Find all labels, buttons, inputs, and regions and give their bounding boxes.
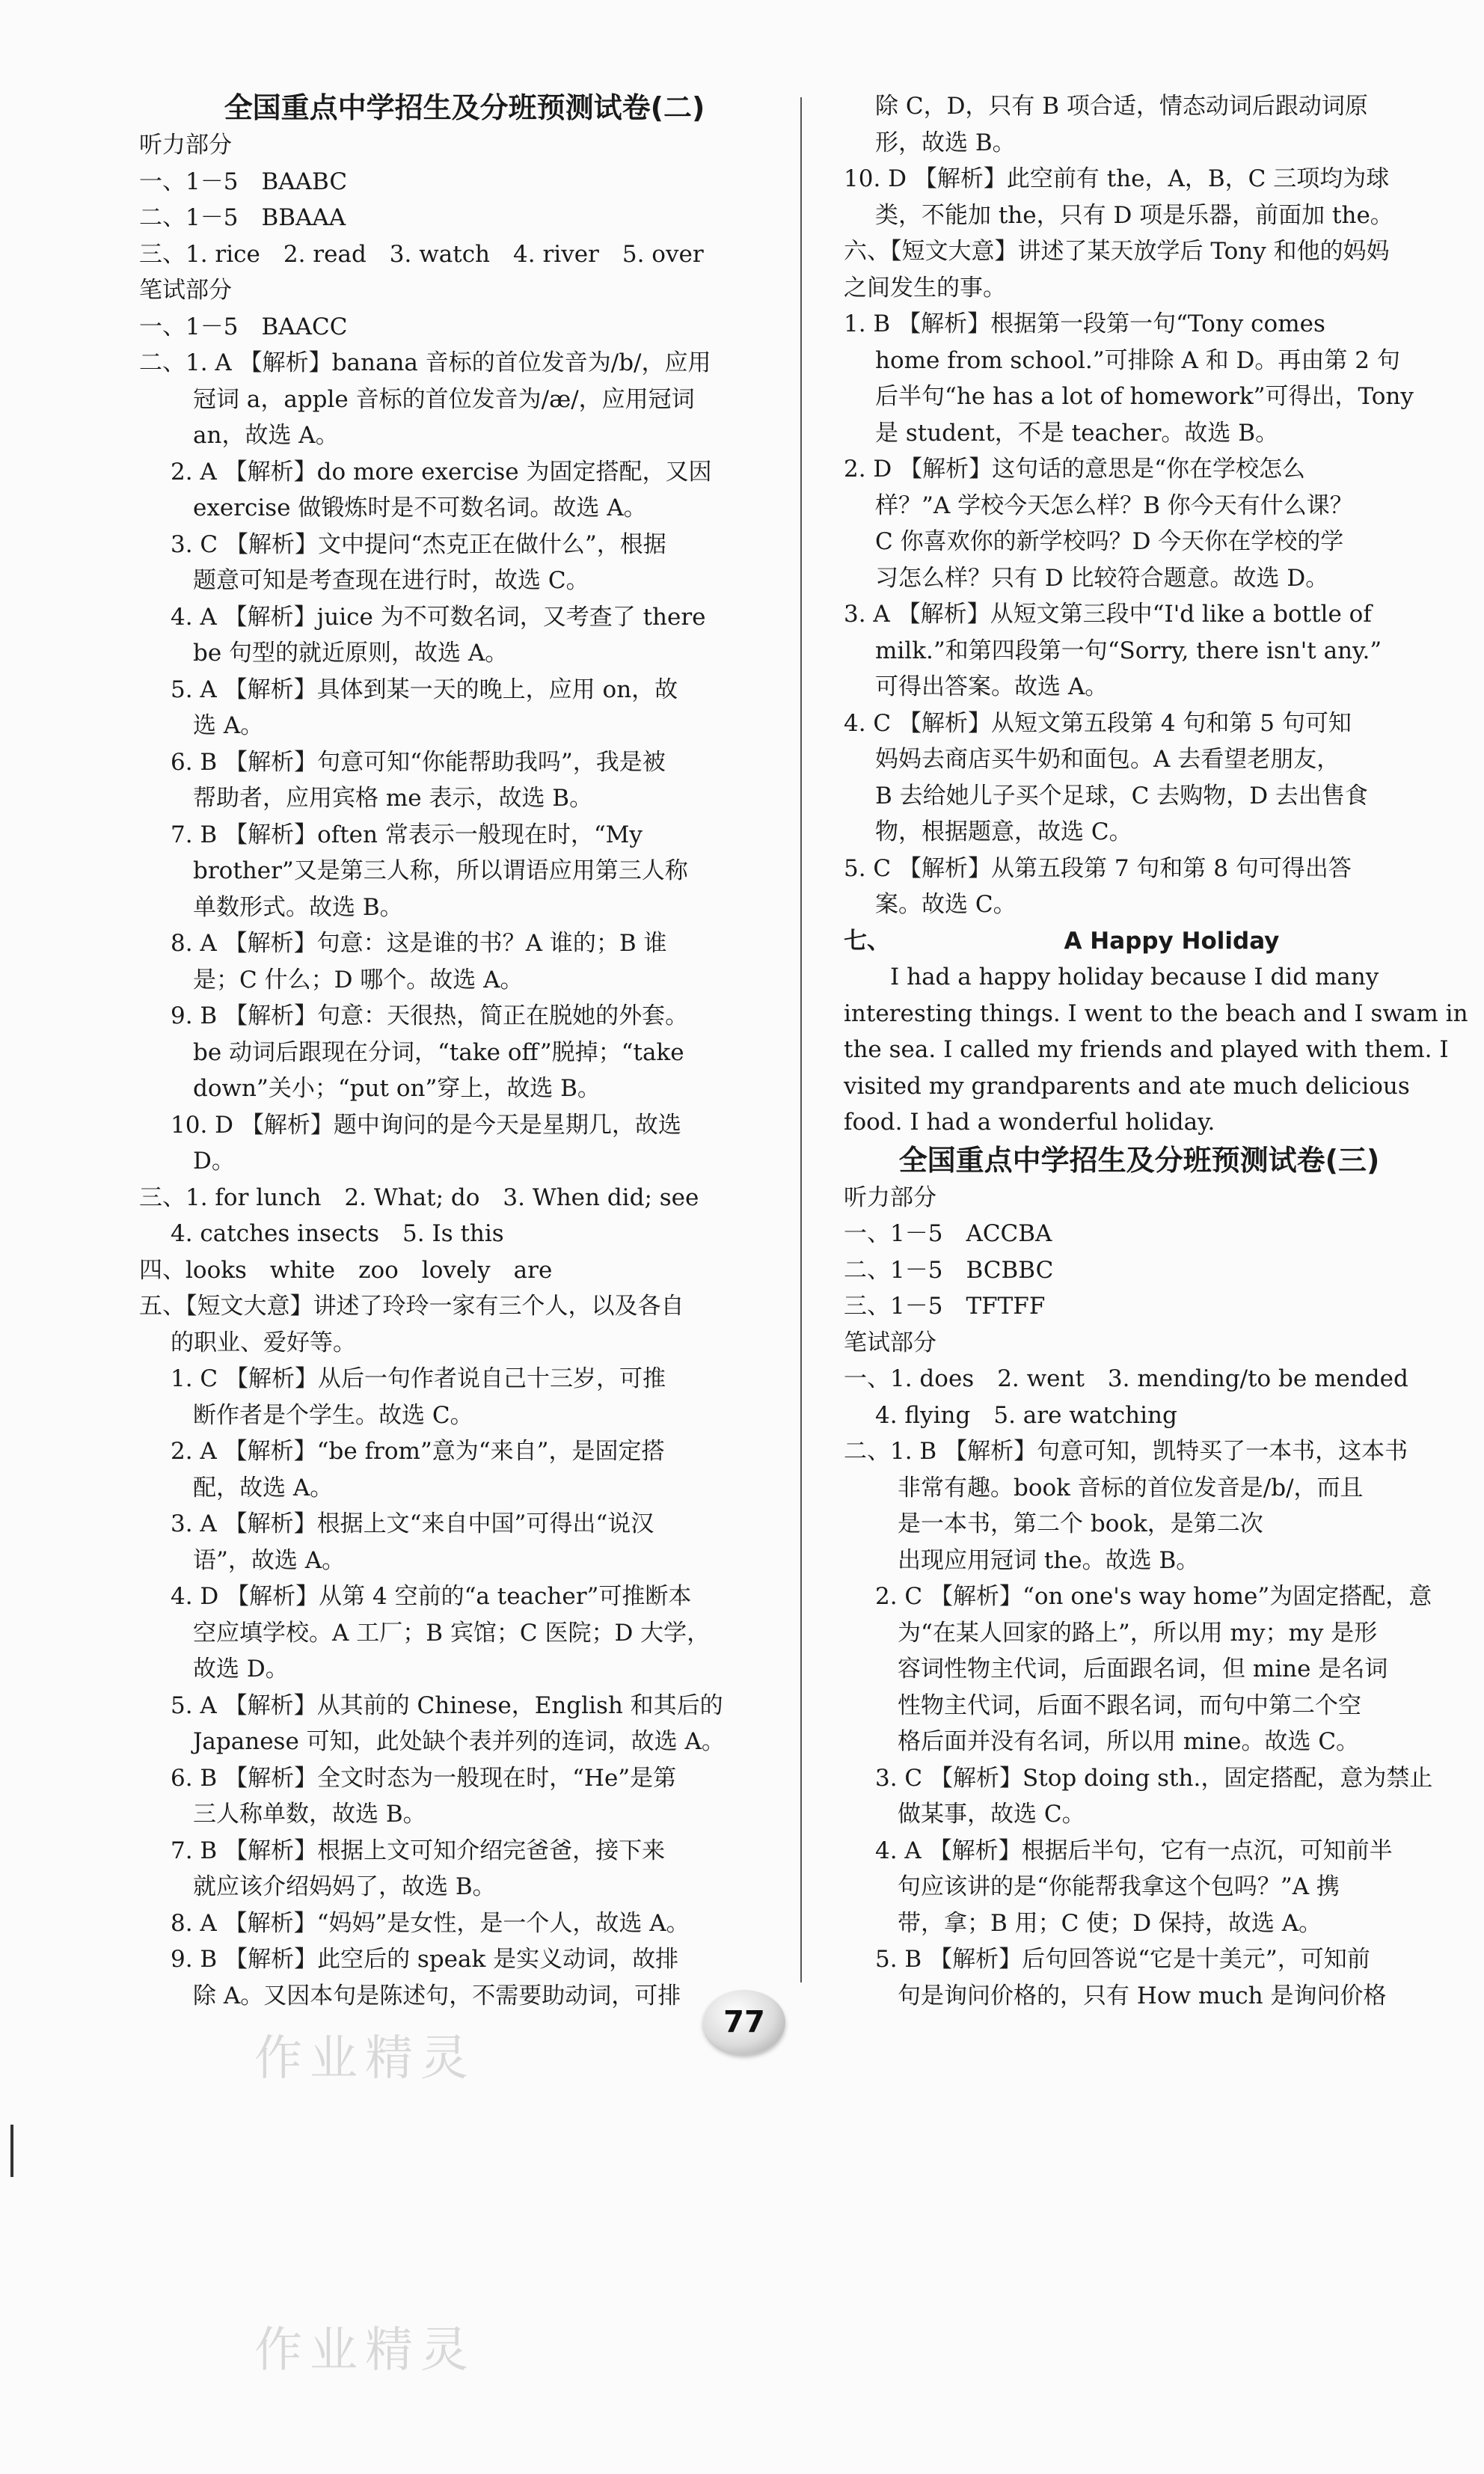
text-line: 4. A 【解析】根据后半句，它有一点沉，可知前半: [875, 1837, 1393, 1864]
text-line: 帮助者，应用宾格 me 表示，故选 B。: [193, 785, 593, 812]
text-line: 4. D 【解析】从第 4 空前的“a teacher”可推断本: [171, 1583, 692, 1610]
text-line: 带，拿；B 用；C 使；D 保持，故选 A。: [898, 1909, 1322, 1937]
text-line: 三人称单数，故选 B。: [193, 1801, 426, 1828]
text-line: 三、1. rice 2. read 3. watch 4. river 5. over: [139, 240, 704, 268]
text-line: 7. B 【解析】根据上文可知介绍完爸爸，接下来: [171, 1837, 666, 1864]
text-line: 5. C 【解析】从第五段第 7 句和第 8 句可得出答: [844, 854, 1352, 882]
text-line: 案。故选 C。: [875, 891, 1017, 918]
text-line: 7. B 【解析】often 常表示一般现在时，“My: [171, 821, 643, 848]
column-divider: [800, 97, 802, 1982]
text-line: 10. D 【解析】此空前有 the，A，B，C 三项均为球: [844, 165, 1390, 192]
section-title: 七、 A Happy Holiday: [844, 927, 1280, 955]
left-column: [139, 88, 790, 2014]
text-line: 笔试部分: [139, 277, 232, 304]
text-line: 后半句“he has a lot of homework”可得出，Tony: [875, 383, 1414, 410]
text-line: 是；C 什么；D 哪个。故选 A。: [193, 966, 524, 993]
text-line: 类，不能加 the，只有 D 项是乐器，前面加 the。: [875, 201, 1393, 229]
text-line: I had a happy holiday because I did many: [844, 964, 1379, 990]
text-line: home from school.”可排除 A 和 D。再由第 2 句: [875, 346, 1400, 374]
text-line: 出现应用冠词 the。故选 B。: [898, 1546, 1200, 1574]
text-line: C 你喜欢你的新学校吗？D 今天你在学校的学: [875, 528, 1344, 555]
text-line: 3. A 【解析】从短文第三段中“I'd like a bottle of: [844, 601, 1372, 628]
text-line: 的职业、爱好等。: [171, 1329, 356, 1356]
text-line: 样？”A 学校今天怎么样？B 你今天有什么课？: [875, 492, 1353, 519]
text-line: 4. catches insects 5. Is this: [171, 1220, 504, 1247]
text-line: 听力部分: [844, 1184, 936, 1211]
text-line: 1. C 【解析】从后一句作者说自己十三岁，可推: [171, 1365, 666, 1392]
text-line: 9. B 【解析】句意：天很热，简正在脱她的外套。: [171, 1002, 689, 1029]
text-line: brother”又是第三人称，所以谓语应用第三人称: [193, 857, 688, 884]
text-line: an，故选 A。: [193, 422, 339, 449]
text-line: 5. B 【解析】后句回答说“它是十美元”，可知前: [875, 1946, 1370, 1973]
text-line: 5. A 【解析】具体到某一天的晚上，应用 on，故: [171, 676, 678, 703]
text-line: 笔试部分: [844, 1329, 936, 1356]
text-line: 4. C 【解析】从短文第五段第 4 句和第 5 句可知: [844, 709, 1352, 737]
text-line: exercise 做锻炼时是不可数名词。故选 A。: [193, 495, 647, 521]
text-line: down”关小；“put on”穿上，故选 B。: [193, 1075, 601, 1102]
text-line: 除 C，D，只有 B 项合适，情态动词后跟动词原: [875, 93, 1368, 120]
text-line: 4. A 【解析】juice 为不可数名词，又考查了 there: [171, 603, 706, 631]
text-line: 三、1－5 TFTFF: [844, 1293, 1046, 1320]
text-line: 习怎么样？只有 D 比较符合题意。故选 D。: [875, 564, 1329, 592]
text-line: 语”，故选 A。: [193, 1546, 346, 1574]
text-line: 4. flying 5. are watching: [875, 1401, 1177, 1429]
text-line: 断作者是个学生。故选 C。: [193, 1401, 473, 1429]
text-line: 听力部分: [139, 132, 232, 159]
text-line: 2. A 【解析】do more exercise 为固定搭配，又因: [171, 458, 712, 486]
text-line: 句是询问价格的，只有 How much 是询问价格: [898, 1982, 1387, 2009]
watermark: 作业精灵: [254, 2031, 476, 2086]
text-line: 5. A 【解析】从其前的 Chinese，English 和其后的: [171, 1691, 723, 1719]
section-title: 全国重点中学招生及分班预测试卷(二): [224, 91, 705, 124]
text-line: the sea. I called my friends and played with them. I: [844, 1036, 1449, 1063]
text-line: 物，根据题意，故选 C。: [875, 818, 1132, 845]
text-line: 之间发生的事。: [844, 274, 1006, 301]
text-line: 性物主代词，后面不跟名词，而句中第二个空: [898, 1691, 1361, 1719]
text-line: 句应该讲的是“你能帮我拿这个包吗？”A 携: [898, 1873, 1340, 1900]
text-line: 二、1－5 BCBBC: [844, 1256, 1054, 1284]
text-line: 可得出答案。故选 A。: [875, 673, 1109, 700]
text-line: 1. B 【解析】根据第一段第一句“Tony comes: [844, 310, 1325, 337]
text-line: food. I had a wonderful holiday.: [844, 1109, 1215, 1136]
text-line: D。: [193, 1148, 235, 1175]
text-line: 6. B 【解析】全文时态为一般现在时，“He”是第: [171, 1764, 677, 1792]
text-line: 二、1. A 【解析】banana 音标的首位发音为/b/，应用: [139, 349, 711, 376]
text-line: 四、looks white zoo lovely are: [139, 1256, 553, 1284]
text-line: 容词性物主代词，后面跟名词，但 mine 是名词: [898, 1656, 1388, 1682]
text-line: 单数形式。故选 B。: [193, 893, 403, 921]
text-line: 就应该介绍妈妈了，故选 B。: [193, 1873, 496, 1900]
text-line: 二、1. B 【解析】句意可知，凯特买了一本书，这本书: [844, 1438, 1408, 1465]
section-title: 全国重点中学招生及分班预测试卷(三): [898, 1143, 1380, 1177]
text-line: 是一本书，第二个 book，是第二次: [898, 1510, 1263, 1537]
text-line: 2. C 【解析】“on one's way home”为固定搭配，意: [875, 1583, 1432, 1610]
text-line: 题意可知是考查现在进行时，故选 C。: [193, 567, 589, 594]
text-line: 除 A。又因本句是陈述句，不需要助动词，可排: [193, 1982, 681, 2009]
watermark-lower: 作业精灵: [254, 2323, 476, 2378]
text-line: 3. A 【解析】根据上文“来自中国”可得出“说汉: [171, 1510, 654, 1537]
text-line: 五、【短文大意】讲述了玲玲一家有三个人，以及各自: [139, 1293, 684, 1320]
text-line: 8. A 【解析】句意：这是谁的书？A 谁的；B 谁: [171, 930, 667, 957]
text-line: 一、1－5 BAABC: [139, 168, 348, 195]
edge-mark: [10, 2125, 13, 2177]
text-line: 冠词 a，apple 音标的首位发音为/æ/，应用冠词: [193, 385, 695, 413]
text-line: 故选 D。: [193, 1656, 289, 1682]
text-line: visited my grandparents and ate much delicious: [844, 1072, 1410, 1100]
page-number: 77: [703, 1990, 785, 2054]
text-line: 为“在某人回家的路上”，所以用 my；my 是形: [898, 1619, 1378, 1647]
text-line: be 动词后跟现在分词，“take off”脱掉；“take: [193, 1038, 684, 1066]
text-line: 非常有趣。book 音标的首位发音是/b/，而且: [898, 1474, 1364, 1501]
text-line: 格后面并没有名词，所以用 mine。故选 C。: [898, 1728, 1360, 1755]
text-line: 一、1－5 ACCBA: [844, 1220, 1052, 1247]
text-line: 6. B 【解析】句意可知“你能帮助我吗”，我是被: [171, 748, 666, 776]
text-line: 选 A。: [193, 712, 264, 739]
text-line: 一、1. does 2. went 3. mending/to be mended: [844, 1365, 1408, 1392]
text-line: 3. C 【解析】文中提问“杰克正在做什么”，根据: [171, 530, 666, 558]
right-column: [844, 88, 1468, 2014]
text-line: 一、1－5 BAACC: [139, 313, 348, 340]
text-line: 是 student，不是 teacher。故选 B。: [875, 419, 1279, 447]
text-line: 二、1－5 BBAAA: [139, 204, 346, 231]
text-line: 9. B 【解析】此空后的 speak 是实义动词，故排: [171, 1946, 679, 1973]
text-line: 10. D 【解析】题中询问的是今天是星期几，故选: [171, 1111, 681, 1139]
text-line: 2. A 【解析】“be from”意为“来自”，是固定搭: [171, 1438, 665, 1465]
text-line: B 去给她儿子买个足球，C 去购物，D 去出售食: [875, 782, 1368, 809]
text-line: be 句型的就近原则，故选 A。: [193, 640, 509, 667]
text-line: 空应填学校。A 工厂；B 宾馆；C 医院；D 大学，: [193, 1619, 711, 1647]
text-line: 六、【短文大意】讲述了某天放学后 Tony 和他的妈妈: [844, 238, 1390, 265]
text-line: 2. D 【解析】这句话的意思是“你在学校怎么: [844, 456, 1305, 483]
text-line: 三、1. for lunch 2. What; do 3. When did; see: [139, 1184, 699, 1211]
text-line: 形，故选 B。: [875, 129, 1016, 156]
text-line: 配，故选 A。: [193, 1474, 334, 1501]
text-line: 妈妈去商店买牛奶和面包。A 去看望老朋友，: [875, 746, 1340, 773]
text-line: 3. C 【解析】Stop doing sth.，固定搭配，意为禁止: [875, 1764, 1433, 1792]
text-line: 8. A 【解析】“妈妈”是女性，是一个人，故选 A。: [171, 1909, 690, 1937]
text-line: interesting things. I went to the beach and I swam in: [844, 999, 1468, 1027]
text-line: milk.”和第四段第一句“Sorry, there isn't any.”: [875, 637, 1382, 664]
text-line: Japanese 可知，此处缺个表并列的连词，故选 A。: [193, 1728, 725, 1755]
text-line: 做某事，故选 C。: [898, 1801, 1085, 1828]
